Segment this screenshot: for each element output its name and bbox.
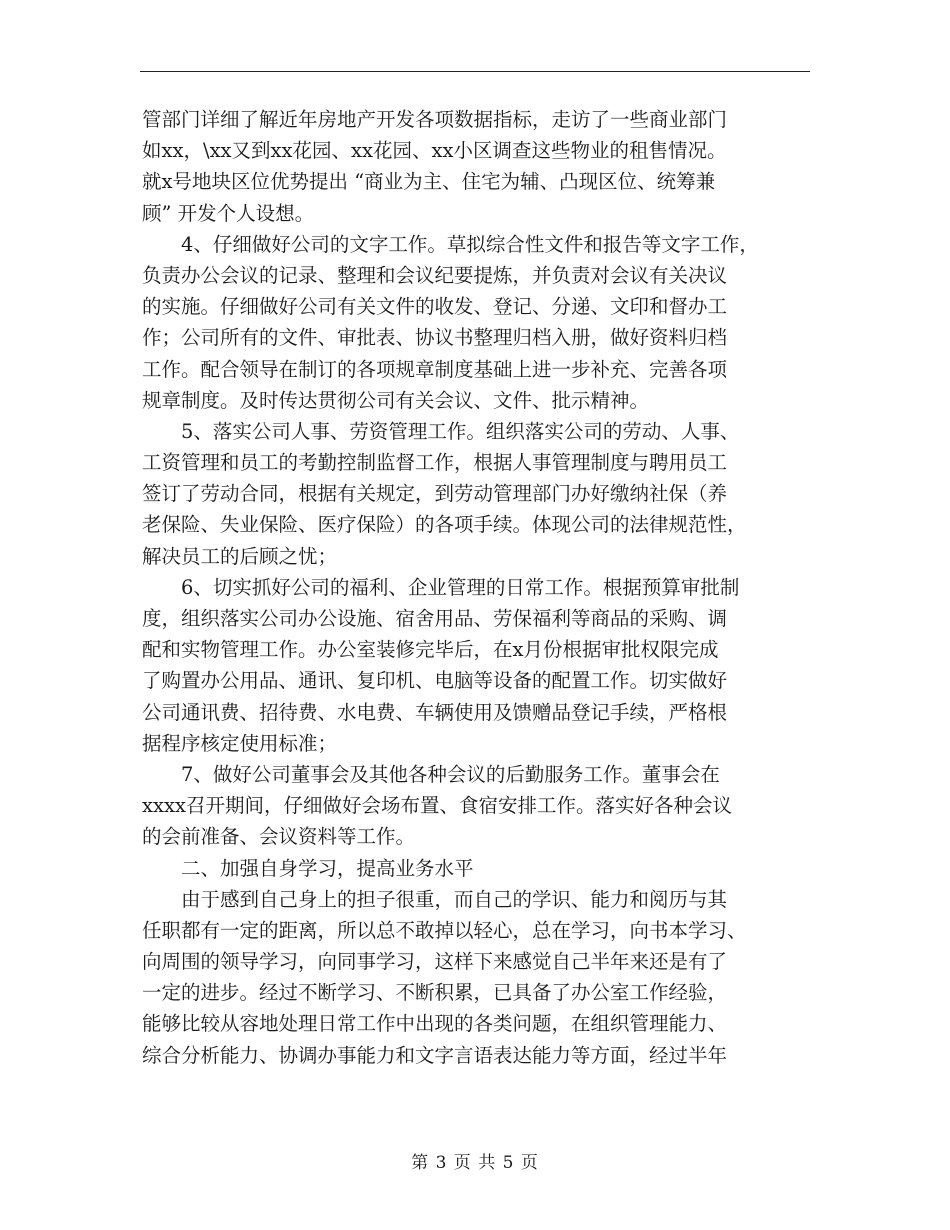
text-line: 任职都有一定的距离，所以总不敢掉以轻心，总在学习，向书本学习、 xyxy=(142,918,747,942)
text-line: 管部门详细了解近年房地产开发各项数据指标，走访了一些商业部门 xyxy=(142,108,728,131)
text-line: 5、落实公司人事、劳资管理工作。组织落实公司的劳动、人事、 xyxy=(142,419,740,443)
text-line: 能够比较从容地处理日常工作中出现的各类问题，在组织管理能力、 xyxy=(142,1012,728,1036)
text-line: 的实施。仔细做好公司有关文件的收发、登记、分递、文印和督办工 xyxy=(142,295,728,319)
text-line: 工作。配合领导在制订的各项规章制度基础上进一步补充、完善各项 xyxy=(142,357,728,381)
text-line: 如xx，\xx又到xx花园、xx花园、xx小区调查这些物业的租售情况。 xyxy=(142,139,727,163)
text-line: 二、加强自身学习，提高业务水平 xyxy=(142,856,474,880)
text-line: 7、做好公司董事会及其他各种会议的后勤服务工作。董事会在 xyxy=(142,762,720,786)
header-rule xyxy=(140,71,810,72)
text-line: 作；公司所有的文件、审批表、协议书整理归档入册，做好资料归档 xyxy=(142,326,728,350)
text-line: 规章制度。及时传达贯彻公司有关会议、文件、批示精神。 xyxy=(142,388,650,412)
text-line: 解决员工的后顾之忧； xyxy=(142,544,338,568)
text-line: 老保险、失业保险、医疗保险）的各项手续。体现公司的法律规范性， xyxy=(142,513,747,537)
text-line: 配和实物管理工作。办公室装修完毕后，在x月份根据审批权限完成 xyxy=(142,638,719,662)
text-line: 的会前准备、会议资料等工作。 xyxy=(142,825,416,849)
text-line: 6、切实抓好公司的福利、企业管理的日常工作。根据预算审批制 xyxy=(142,575,740,599)
text-line: 公司通讯费、招待费、水电费、车辆使用及馈赠品登记手续，严格根 xyxy=(142,700,728,724)
text-line: 据程序核定使用标准； xyxy=(142,731,338,755)
text-line: 签订了劳动合同，根据有关规定，到劳动管理部门办好缴纳社保（养 xyxy=(142,482,728,506)
text-line: 工资管理和员工的考勤控制监督工作，根据人事管理制度与聘用员工 xyxy=(142,451,728,475)
text-line: xxxx召开期间，仔细做好会场布置、食宿安排工作。落实好各种会议 xyxy=(142,794,732,818)
text-line: 负责办公会议的记录、整理和会议纪要提炼，并负责对会议有关决议 xyxy=(142,263,728,287)
page-number-footer: 第 3 页 共 5 页 xyxy=(411,1153,539,1173)
text-line: 综合分析能力、协调办事能力和文字言语表达能力等方面，经过半年 xyxy=(142,1043,728,1067)
body-text xyxy=(142,104,818,1071)
text-line: 4、仔细做好公司的文字工作。草拟综合性文件和报告等文字工作， xyxy=(142,232,759,256)
text-line: 由于感到自己身上的担子很重，而自己的学识、能力和阅历与其 xyxy=(142,887,728,911)
text-line: 顾” 开发个人设想。 xyxy=(142,201,315,225)
text-line: 向周围的领导学习，向同事学习，这样下来感觉自己半年来还是有了 xyxy=(142,950,728,974)
text-line: 一定的进步。经过不断学习、不断积累，已具备了办公室工作经验， xyxy=(142,981,728,1005)
text-line: 就x号地块区位优势提出 “商业为主、住宅为辅、凸现区位、统筹兼 xyxy=(142,170,716,194)
text-line: 了购置办公用品、通讯、复印机、电脑等设备的配置工作。切实做好 xyxy=(142,669,728,693)
text-line: 度，组织落实公司办公设施、宿舍用品、劳保福利等商品的采购、调 xyxy=(142,607,728,630)
